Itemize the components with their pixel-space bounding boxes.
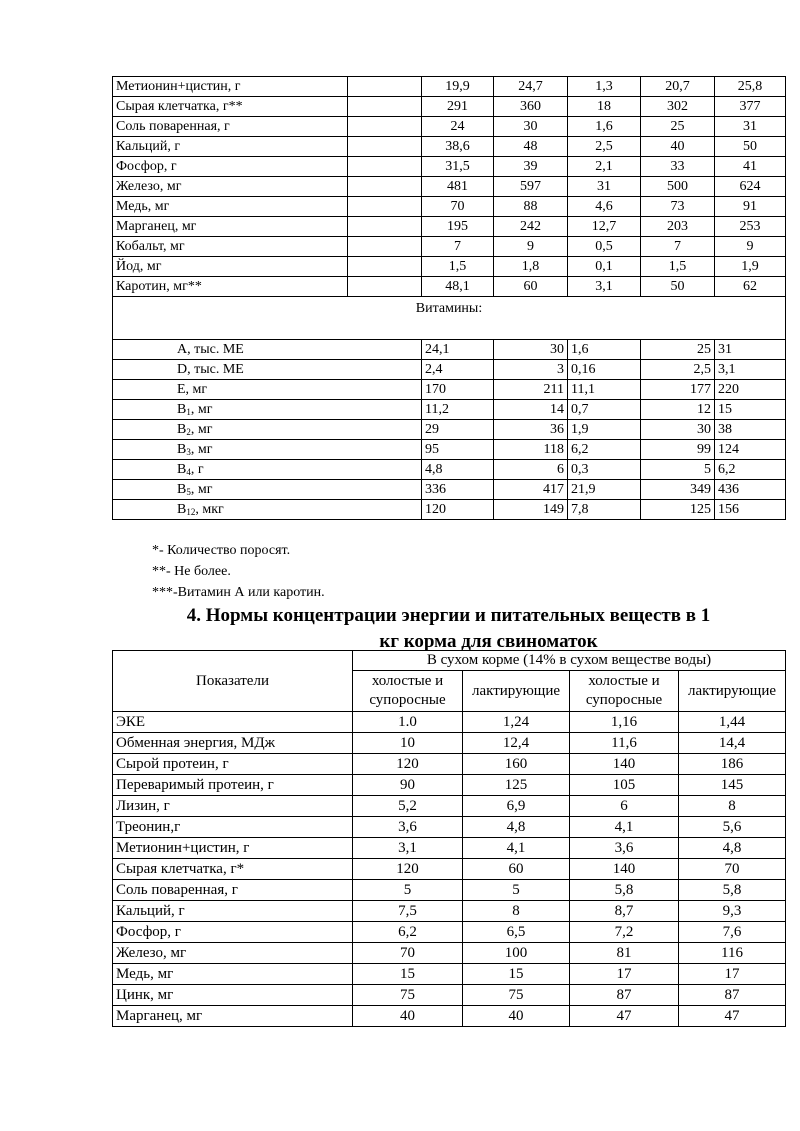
spacer-cell (348, 237, 422, 257)
row-label: Йод, мг (113, 257, 348, 277)
value-cell: 8 (463, 901, 570, 922)
value-cell: 90 (353, 775, 463, 796)
vitamin-row (113, 440, 786, 460)
row-label: Медь, мг (113, 964, 353, 985)
value-cell: 1,16 (570, 712, 679, 733)
value-cell: 0,3 (568, 460, 641, 480)
value-cell: 0,16 (568, 360, 641, 380)
vitamin-row (113, 500, 786, 520)
value-cell: 40 (463, 1006, 570, 1027)
value-cell: 88 (494, 197, 568, 217)
row-label: Фосфор, г (113, 157, 348, 177)
row-label: Соль поваренная, г (113, 880, 353, 901)
value-cell: 156 (715, 500, 786, 520)
value-cell: 1,44 (679, 712, 786, 733)
row-label: Кальций, г (113, 137, 348, 157)
row-label: Марганец, мг (113, 217, 348, 237)
value-cell: 41 (715, 157, 786, 177)
value-cell: 624 (715, 177, 786, 197)
value-cell: 75 (353, 985, 463, 1006)
value-cell: 1,6 (568, 340, 641, 360)
value-cell: 1,6 (568, 117, 641, 137)
value-cell: 15 (463, 964, 570, 985)
table-row (113, 257, 786, 277)
vitamin-unit: , мг (190, 402, 213, 417)
spacer-cell (348, 117, 422, 137)
value-cell: 11,1 (568, 380, 641, 400)
vitamin-unit: , г (190, 462, 204, 477)
nutrient-table-continued (112, 76, 786, 520)
value-cell: 377 (715, 97, 786, 117)
value-cell: 6,2 (715, 460, 786, 480)
footnote: ***-Витамин А или каротин. (152, 585, 325, 600)
value-cell: 170 (422, 380, 494, 400)
vitamin-name: E, мг (177, 382, 208, 397)
value-cell: 9,3 (679, 901, 786, 922)
value-cell: 95 (422, 440, 494, 460)
value-cell: 20,7 (641, 77, 715, 97)
vitamin-unit: , мг (190, 482, 213, 497)
value-cell: 12 (641, 400, 715, 420)
spacer-cell (348, 97, 422, 117)
value-cell: 9 (715, 237, 786, 257)
table-row (113, 922, 786, 943)
value-cell: 100 (463, 943, 570, 964)
table-row (113, 796, 786, 817)
value-cell: 253 (715, 217, 786, 237)
value-cell: 6 (494, 460, 568, 480)
group-header: В сухом корме (14% в сухом веществе воды) (353, 651, 786, 671)
value-cell: 149 (494, 500, 568, 520)
value-cell: 47 (570, 1006, 679, 1027)
value-cell: 31 (568, 177, 641, 197)
value-cell: 4,8 (463, 817, 570, 838)
value-cell: 11,2 (422, 400, 494, 420)
vitamin-label (113, 380, 422, 400)
vitamins-header-row (113, 297, 786, 340)
value-cell: 7 (641, 237, 715, 257)
value-cell: 3 (494, 360, 568, 380)
value-cell: 7,6 (679, 922, 786, 943)
value-cell: 21,9 (568, 480, 641, 500)
value-cell: 5,6 (679, 817, 786, 838)
value-cell: 48 (494, 137, 568, 157)
row-label: Медь, мг (113, 197, 348, 217)
value-cell: 70 (422, 197, 494, 217)
indicator-header: Показатели (113, 651, 353, 712)
value-cell: 12,4 (463, 733, 570, 754)
value-cell: 24,1 (422, 340, 494, 360)
vitamin-subscript: 2 (186, 427, 191, 437)
value-cell: 81 (570, 943, 679, 964)
value-cell: 4,1 (570, 817, 679, 838)
value-cell: 220 (715, 380, 786, 400)
value-cell: 33 (641, 157, 715, 177)
value-cell: 24,7 (494, 77, 568, 97)
value-cell: 597 (494, 177, 568, 197)
value-cell: 6,2 (353, 922, 463, 943)
value-cell: 336 (422, 480, 494, 500)
value-cell: 124 (715, 440, 786, 460)
value-cell: 1,3 (568, 77, 641, 97)
value-cell: 203 (641, 217, 715, 237)
row-label: Треонин,г (113, 817, 353, 838)
value-cell: 9 (494, 237, 568, 257)
value-cell: 15 (715, 400, 786, 420)
value-cell: 17 (679, 964, 786, 985)
vitamin-name: B (177, 462, 187, 477)
table-row (113, 817, 786, 838)
vitamins-header: Витамины: (113, 297, 786, 340)
table-row (113, 901, 786, 922)
section-heading (112, 603, 785, 655)
vitamin-subscript: 3 (186, 447, 191, 457)
value-cell: 31 (715, 340, 786, 360)
value-cell: 500 (641, 177, 715, 197)
value-cell: 1,5 (422, 257, 494, 277)
vitamin-subscript: 4 (186, 467, 191, 477)
value-cell: 25,8 (715, 77, 786, 97)
value-cell: 120 (422, 500, 494, 520)
table-row (113, 197, 786, 217)
row-label: Каротин, мг** (113, 277, 348, 297)
value-cell: 1,9 (715, 257, 786, 277)
spacer-cell (348, 197, 422, 217)
vitamin-label (113, 440, 422, 460)
value-cell: 120 (353, 754, 463, 775)
value-cell: 30 (494, 340, 568, 360)
table-row (113, 964, 786, 985)
table-row (113, 838, 786, 859)
table-row (113, 712, 786, 733)
row-label: Сырой протеин, г (113, 754, 353, 775)
value-cell: 70 (679, 859, 786, 880)
value-cell: 195 (422, 217, 494, 237)
value-cell: 8,7 (570, 901, 679, 922)
value-cell: 302 (641, 97, 715, 117)
value-cell: 38,6 (422, 137, 494, 157)
value-cell: 6,2 (568, 440, 641, 460)
spacer-cell (348, 277, 422, 297)
value-cell: 24 (422, 117, 494, 137)
value-cell: 140 (570, 859, 679, 880)
spacer-cell (348, 137, 422, 157)
value-cell: 5,8 (679, 880, 786, 901)
row-label: Марганец, мг (113, 1006, 353, 1027)
table-row (113, 1006, 786, 1027)
value-cell: 4,8 (679, 838, 786, 859)
value-cell: 75 (463, 985, 570, 1006)
value-cell: 25 (641, 117, 715, 137)
value-cell: 4,6 (568, 197, 641, 217)
value-cell: 91 (715, 197, 786, 217)
value-cell: 417 (494, 480, 568, 500)
value-cell: 70 (353, 943, 463, 964)
vitamin-row (113, 420, 786, 440)
value-cell: 50 (715, 137, 786, 157)
vitamin-row (113, 400, 786, 420)
value-cell: 17 (570, 964, 679, 985)
value-cell: 0,5 (568, 237, 641, 257)
heading-line-2: кг корма для свиноматок (379, 631, 598, 652)
value-cell: 5 (463, 880, 570, 901)
table-row (113, 775, 786, 796)
value-cell: 177 (641, 380, 715, 400)
row-label: Кобальт, мг (113, 237, 348, 257)
value-cell: 1,24 (463, 712, 570, 733)
vitamin-label (113, 420, 422, 440)
vitamin-row (113, 460, 786, 480)
value-cell: 14,4 (679, 733, 786, 754)
vitamin-row (113, 360, 786, 380)
row-label: Метионин+цистин, г (113, 77, 348, 97)
value-cell: 211 (494, 380, 568, 400)
value-cell: 360 (494, 97, 568, 117)
value-cell: 48,1 (422, 277, 494, 297)
footnote: **- Не более. (152, 564, 231, 579)
value-cell: 15 (353, 964, 463, 985)
table-row (113, 880, 786, 901)
spacer-cell (348, 77, 422, 97)
value-cell: 105 (570, 775, 679, 796)
value-cell: 87 (679, 985, 786, 1006)
sow-feed-norms-table (112, 650, 786, 1027)
value-cell: 62 (715, 277, 786, 297)
value-cell: 60 (494, 277, 568, 297)
vitamin-label (113, 360, 422, 380)
value-cell: 125 (463, 775, 570, 796)
spacer-cell (348, 217, 422, 237)
value-cell: 14 (494, 400, 568, 420)
value-cell: 8 (679, 796, 786, 817)
row-label: ЭКЕ (113, 712, 353, 733)
spacer-cell (348, 257, 422, 277)
value-cell: 3,1 (568, 277, 641, 297)
value-cell: 30 (641, 420, 715, 440)
vitamin-label (113, 460, 422, 480)
value-cell: 145 (679, 775, 786, 796)
value-cell: 4,1 (463, 838, 570, 859)
row-label: Железо, мг (113, 943, 353, 964)
value-cell: 3,1 (715, 360, 786, 380)
value-cell: 18 (568, 97, 641, 117)
value-cell: 87 (570, 985, 679, 1006)
table-row (113, 157, 786, 177)
value-cell: 1,8 (494, 257, 568, 277)
vitamin-name: B (177, 482, 187, 497)
vitamin-name: B (177, 422, 187, 437)
table-row (113, 943, 786, 964)
value-cell: 36 (494, 420, 568, 440)
column-header: лактирующие (679, 671, 786, 712)
vitamin-name: D, тыс. МЕ (177, 362, 244, 377)
value-cell: 6 (570, 796, 679, 817)
value-cell: 291 (422, 97, 494, 117)
vitamin-unit: , мг (190, 422, 213, 437)
value-cell: 481 (422, 177, 494, 197)
vitamin-name: B (177, 442, 187, 457)
value-cell: 6,9 (463, 796, 570, 817)
value-cell: 4,8 (422, 460, 494, 480)
value-cell: 7,5 (353, 901, 463, 922)
value-cell: 436 (715, 480, 786, 500)
vitamin-name: B (177, 402, 187, 417)
value-cell: 11,6 (570, 733, 679, 754)
row-label: Сырая клетчатка, г* (113, 859, 353, 880)
value-cell: 7,2 (570, 922, 679, 943)
table-row (113, 754, 786, 775)
value-cell: 160 (463, 754, 570, 775)
value-cell: 40 (641, 137, 715, 157)
row-label: Цинк, мг (113, 985, 353, 1006)
value-cell: 38 (715, 420, 786, 440)
value-cell: 19,9 (422, 77, 494, 97)
value-cell: 99 (641, 440, 715, 460)
row-label: Соль поваренная, г (113, 117, 348, 137)
value-cell: 25 (641, 340, 715, 360)
value-cell: 116 (679, 943, 786, 964)
spacer-cell (348, 177, 422, 197)
row-label: Сырая клетчатка, г** (113, 97, 348, 117)
value-cell: 349 (641, 480, 715, 500)
value-cell: 1,5 (641, 257, 715, 277)
vitamin-row (113, 480, 786, 500)
value-cell: 31 (715, 117, 786, 137)
row-label: Обменная энергия, МДж (113, 733, 353, 754)
value-cell: 3,6 (353, 817, 463, 838)
value-cell: 73 (641, 197, 715, 217)
vitamin-unit: , мг (190, 442, 213, 457)
header-row (113, 651, 786, 671)
value-cell: 5,8 (570, 880, 679, 901)
column-header: лактирующие (463, 671, 570, 712)
vitamin-name: A, тыс. МЕ (177, 342, 244, 357)
value-cell: 7,8 (568, 500, 641, 520)
vitamin-row (113, 340, 786, 360)
value-cell: 186 (679, 754, 786, 775)
row-label: Лизин, г (113, 796, 353, 817)
value-cell: 242 (494, 217, 568, 237)
table-row (113, 97, 786, 117)
value-cell: 6,5 (463, 922, 570, 943)
value-cell: 2,1 (568, 157, 641, 177)
value-cell: 10 (353, 733, 463, 754)
vitamin-label (113, 340, 422, 360)
table-row (113, 77, 786, 97)
value-cell: 1,9 (568, 420, 641, 440)
value-cell: 12,7 (568, 217, 641, 237)
value-cell: 2,5 (641, 360, 715, 380)
value-cell: 30 (494, 117, 568, 137)
table-row (113, 117, 786, 137)
value-cell: 5,2 (353, 796, 463, 817)
vitamin-name: B (177, 502, 187, 517)
value-cell: 31,5 (422, 157, 494, 177)
row-label: Переваримый протеин, г (113, 775, 353, 796)
table-row (113, 217, 786, 237)
column-header: холостые и супоросные (570, 671, 679, 712)
value-cell: 40 (353, 1006, 463, 1027)
value-cell: 0,7 (568, 400, 641, 420)
value-cell: 2,5 (568, 137, 641, 157)
heading-line-1: 4. Нормы концентрации энергии и питательных веществ в 1 (186, 605, 711, 626)
row-label: Метионин+цистин, г (113, 838, 353, 859)
value-cell: 120 (353, 859, 463, 880)
vitamin-unit: , мкг (195, 502, 224, 517)
vitamin-label (113, 500, 422, 520)
column-header: холостые и супоросные (353, 671, 463, 712)
value-cell: 140 (570, 754, 679, 775)
row-label: Фосфор, г (113, 922, 353, 943)
footnote: *- Количество поросят. (152, 543, 291, 558)
vitamin-label (113, 480, 422, 500)
table-row (113, 277, 786, 297)
table-row (113, 733, 786, 754)
value-cell: 5 (641, 460, 715, 480)
value-cell: 3,6 (570, 838, 679, 859)
table-row (113, 237, 786, 257)
table-row (113, 985, 786, 1006)
value-cell: 125 (641, 500, 715, 520)
value-cell: 7 (422, 237, 494, 257)
value-cell: 39 (494, 157, 568, 177)
value-cell: 60 (463, 859, 570, 880)
row-label: Железо, мг (113, 177, 348, 197)
vitamin-label (113, 400, 422, 420)
value-cell: 2,4 (422, 360, 494, 380)
value-cell: 5 (353, 880, 463, 901)
value-cell: 29 (422, 420, 494, 440)
value-cell: 1.0 (353, 712, 463, 733)
vitamin-subscript: 1 (186, 407, 191, 417)
value-cell: 118 (494, 440, 568, 460)
value-cell: 47 (679, 1006, 786, 1027)
value-cell: 50 (641, 277, 715, 297)
vitamin-subscript: 12 (186, 507, 196, 517)
footnotes (152, 540, 325, 603)
spacer-cell (348, 157, 422, 177)
table-row (113, 137, 786, 157)
value-cell: 0,1 (568, 257, 641, 277)
value-cell: 3,1 (353, 838, 463, 859)
table-row (113, 177, 786, 197)
row-label: Кальций, г (113, 901, 353, 922)
vitamin-row (113, 380, 786, 400)
vitamin-subscript: 5 (186, 487, 191, 497)
table-row (113, 859, 786, 880)
